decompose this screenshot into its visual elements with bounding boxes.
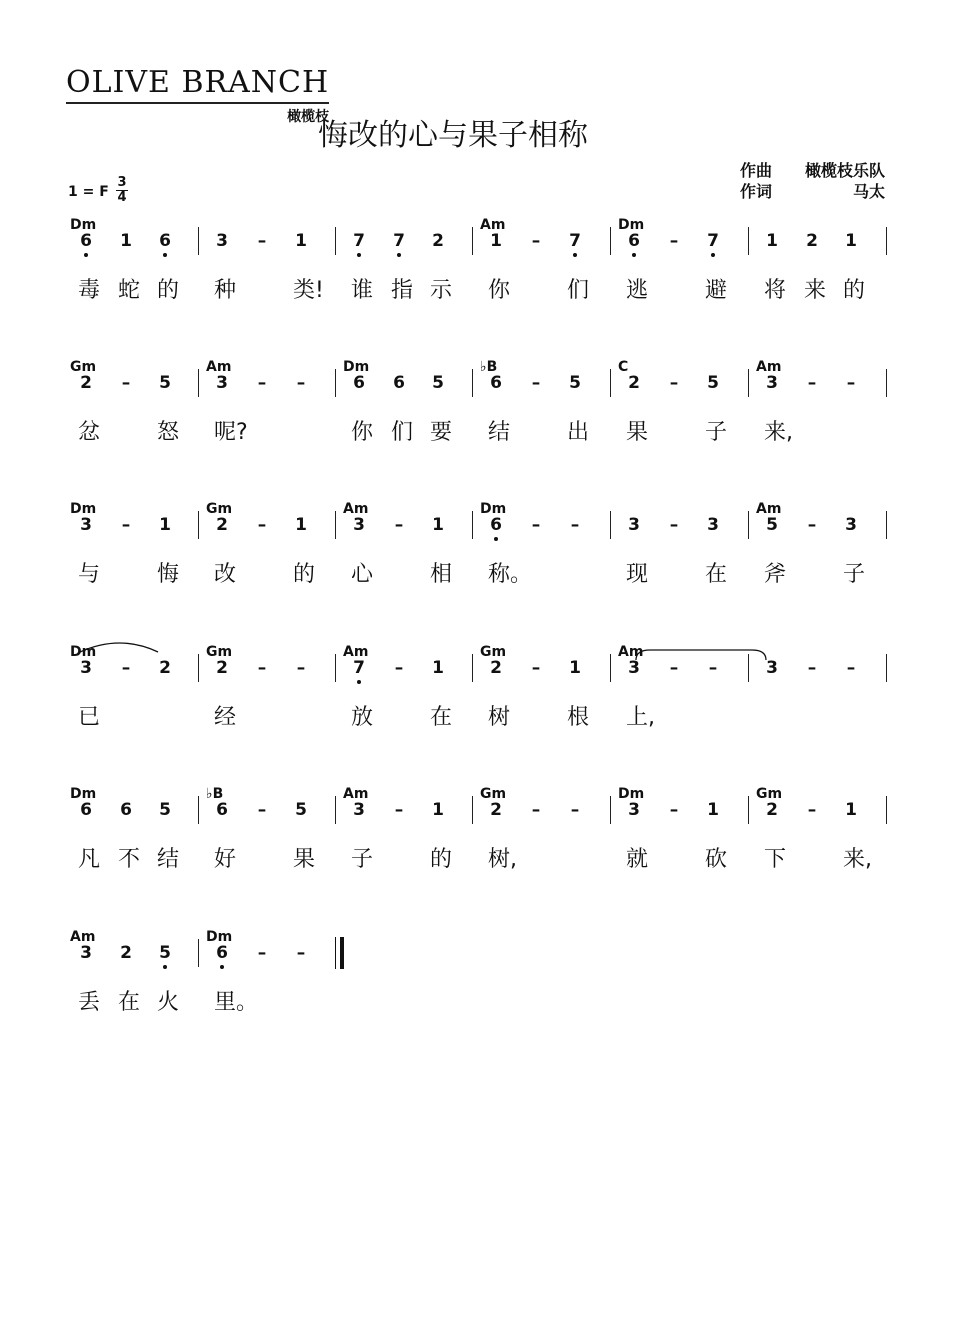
lyric-char: 怒 [157, 420, 180, 445]
jianpu-note: 6 [216, 800, 228, 820]
jianpu-note: – [669, 373, 679, 393]
jianpu-note: – [394, 658, 404, 678]
jianpu-note: – [394, 800, 404, 820]
lyric-char: 凡 [78, 847, 101, 872]
jianpu-note: 6 [120, 800, 132, 820]
jianpu-note: – [807, 515, 817, 535]
jianpu-note: 1 [707, 800, 719, 820]
jianpu-note: 2 [490, 800, 502, 820]
jianpu-note: 3 [628, 800, 640, 820]
jianpu-note: 2 [806, 231, 818, 251]
jianpu-note: 1 [569, 658, 581, 678]
jianpu-note: 1 [490, 231, 502, 251]
jianpu-note: – [296, 373, 306, 393]
chord-symbol: Dm [343, 359, 370, 375]
tie [636, 650, 766, 660]
lyric-char: 火 [157, 990, 180, 1015]
jianpu-note: – [807, 373, 817, 393]
jianpu-note: 1 [845, 800, 857, 820]
jianpu-note: 2 [80, 373, 92, 393]
jianpu-note: – [257, 658, 267, 678]
slur [80, 643, 158, 652]
jianpu-note: 1 [120, 231, 132, 251]
jianpu-note: – [296, 943, 306, 963]
jianpu-note: – [121, 658, 131, 678]
lyric-char: 果 [293, 847, 316, 872]
jianpu-note: 3 [707, 515, 719, 535]
jianpu-note: – [121, 515, 131, 535]
jianpu-note: – [807, 658, 817, 678]
jianpu-note: 3 [80, 658, 92, 678]
jianpu-note: 3 [628, 658, 640, 678]
lyric-char: 的 [157, 278, 180, 303]
chord-symbol: Am [480, 217, 506, 233]
chord-symbol: Am [618, 644, 644, 660]
chord-symbol: Dm [618, 217, 645, 233]
lyric-char: 根 [567, 705, 590, 730]
jianpu-note: – [257, 515, 267, 535]
lyric-char: 称。 [488, 562, 533, 587]
lyric-char: 类! [293, 278, 324, 303]
lyric-char: 树, [488, 847, 517, 872]
composer-label: 作曲 [740, 161, 773, 180]
jianpu-note: 3 [216, 373, 228, 393]
lyric-char: 的 [843, 278, 866, 303]
lyric-char: 里。 [214, 990, 259, 1015]
lyric-char: 来, [843, 847, 872, 872]
jianpu-note: 2 [216, 515, 228, 535]
jianpu-note: – [296, 658, 306, 678]
lyric-char: 树 [488, 705, 511, 730]
lyric-char: 子 [351, 847, 374, 872]
lyric-char: 子 [843, 562, 866, 587]
chord-symbol: ♭B [206, 786, 224, 802]
lyric-char: 来 [804, 278, 827, 303]
jianpu-note: – [257, 800, 267, 820]
jianpu-note: 7 [351, 231, 367, 251]
lyric-char: 结 [488, 420, 511, 445]
lyric-char: 在 [705, 562, 728, 587]
chord-symbol: Am [343, 501, 369, 517]
lyric-char: 的 [430, 847, 453, 872]
lyric-char: 果 [626, 420, 649, 445]
jianpu-note: 3 [628, 515, 640, 535]
jianpu-note: 3 [80, 943, 92, 963]
jianpu-note: 5 [766, 515, 778, 535]
jianpu-note: – [570, 800, 580, 820]
chord-symbol: Am [70, 929, 96, 945]
lyric-char: 斧 [764, 562, 787, 587]
jianpu-note: 2 [120, 943, 132, 963]
chord-symbol: Am [756, 501, 782, 517]
jianpu-note: 5 [159, 800, 171, 820]
lyric-char: 来, [764, 420, 793, 445]
jianpu-note: 5 [295, 800, 307, 820]
chord-symbol: Dm [70, 217, 97, 233]
jianpu-note: – [257, 231, 267, 251]
jianpu-note: – [531, 658, 541, 678]
jianpu-note: – [531, 231, 541, 251]
jianpu-note: 2 [159, 658, 171, 678]
lyric-char: 们 [391, 420, 414, 445]
jianpu-note: 6 [214, 943, 230, 963]
lyric-char: 出 [567, 420, 590, 445]
jianpu-note: 2 [216, 658, 228, 678]
key-label: 1 = F [68, 184, 109, 200]
lyric-char: 已 [78, 705, 101, 730]
chord-symbol: Am [343, 786, 369, 802]
lyric-char: 呢? [214, 420, 248, 445]
jianpu-note: 5 [159, 373, 171, 393]
jianpu-note: 1 [295, 515, 307, 535]
lyric-char: 现 [626, 562, 649, 587]
lyric-char: 在 [118, 990, 141, 1015]
lyric-char: 相 [430, 562, 453, 587]
chord-symbol: Am [206, 359, 232, 375]
chord-symbol: Dm [480, 501, 507, 517]
lyric-char: 下 [764, 847, 787, 872]
jianpu-note: 5 [432, 373, 444, 393]
lyricist-label: 作词 [740, 182, 773, 201]
jianpu-note: 3 [80, 515, 92, 535]
jianpu-note: 6 [490, 373, 502, 393]
jianpu-note: 7 [351, 658, 367, 678]
lyric-char: 避 [705, 278, 728, 303]
lyric-char: 放 [351, 705, 374, 730]
lyric-char: 改 [214, 562, 237, 587]
jianpu-note: 3 [766, 373, 778, 393]
lyric-char: 你 [351, 420, 374, 445]
lyric-char: 经 [214, 705, 237, 730]
jianpu-note: 2 [766, 800, 778, 820]
lyric-char: 忿 [78, 420, 101, 445]
chord-symbol: Gm [206, 501, 233, 517]
lyric-char: 指 [391, 278, 414, 303]
lyric-char: 悔 [157, 562, 180, 587]
jianpu-note: – [121, 373, 131, 393]
lyric-char: 要 [430, 420, 453, 445]
jianpu-note: – [669, 800, 679, 820]
lyric-char: 在 [430, 705, 453, 730]
jianpu-note: 1 [432, 515, 444, 535]
jianpu-note: 1 [159, 515, 171, 535]
chord-symbol: Gm [480, 786, 507, 802]
chord-symbol: ♭B [480, 359, 498, 375]
jianpu-note: – [531, 373, 541, 393]
chord-symbol: Dm [206, 929, 233, 945]
chord-symbol: Gm [206, 644, 233, 660]
jianpu-note: 3 [353, 800, 365, 820]
jianpu-note: 1 [766, 231, 778, 251]
jianpu-note: 5 [157, 943, 173, 963]
chord-symbol: Am [343, 644, 369, 660]
time-top: 3 [117, 175, 127, 190]
jianpu-note: – [807, 800, 817, 820]
chord-symbol: Gm [480, 644, 507, 660]
lyric-char: 的 [293, 562, 316, 587]
chord-symbol: Dm [70, 644, 97, 660]
lyric-char: 示 [430, 278, 453, 303]
composer-name: 橄榄枝乐队 [804, 161, 885, 180]
chord-symbol: Dm [618, 786, 645, 802]
jianpu-note: 3 [766, 658, 778, 678]
song-title: 悔改的心与果子相称 [318, 118, 588, 153]
lyric-char: 逃 [626, 278, 649, 303]
lyric-char: 就 [626, 847, 649, 872]
chord-symbol: Am [756, 359, 782, 375]
lyric-char: 谁 [351, 278, 374, 303]
lyric-char: 好 [214, 847, 237, 872]
jianpu-note: 2 [490, 658, 502, 678]
lyric-char: 结 [157, 847, 180, 872]
jianpu-note: – [846, 373, 856, 393]
lyric-char: 们 [567, 278, 590, 303]
lyric-char: 丢 [78, 990, 101, 1015]
chord-symbol: Dm [70, 786, 97, 802]
jianpu-note: – [531, 800, 541, 820]
jianpu-note: – [394, 515, 404, 535]
jianpu-note: 1 [432, 658, 444, 678]
chord-symbol: Gm [70, 359, 97, 375]
jianpu-note: – [531, 515, 541, 535]
jianpu-note: 6 [626, 231, 642, 251]
jianpu-note: – [846, 658, 856, 678]
jianpu-note: – [257, 373, 267, 393]
jianpu-note: – [669, 231, 679, 251]
chord-symbol: Dm [70, 501, 97, 517]
lyric-char: 与 [78, 562, 101, 587]
jianpu-note: 2 [432, 231, 444, 251]
time-bottom: 4 [117, 190, 127, 205]
jianpu-note: 6 [78, 231, 94, 251]
lyric-char: 毒 [78, 278, 101, 303]
lyricist-name: 马太 [852, 182, 885, 201]
jianpu-note: 7 [705, 231, 721, 251]
jianpu-note: 3 [353, 515, 365, 535]
lyric-char: 种 [214, 278, 237, 303]
jianpu-note: 3 [845, 515, 857, 535]
lyric-char: 上, [626, 705, 655, 730]
jianpu-note: 1 [295, 231, 307, 251]
jianpu-note: 1 [432, 800, 444, 820]
jianpu-note: 6 [393, 373, 405, 393]
jianpu-note: 6 [353, 373, 365, 393]
jianpu-note: 5 [569, 373, 581, 393]
chord-symbol: C [618, 359, 629, 375]
brand-name: OLIVE BRANCH [66, 66, 329, 104]
lyric-char: 子 [705, 420, 728, 445]
jianpu-note: 6 [80, 800, 92, 820]
jianpu-note: 6 [157, 231, 173, 251]
jianpu-note: – [669, 515, 679, 535]
lyric-char: 蛇 [118, 278, 141, 303]
jianpu-note: 2 [628, 373, 640, 393]
brand-subtitle: 橄榄枝 [287, 109, 330, 125]
lyric-char: 不 [118, 847, 141, 872]
jianpu-note: – [669, 658, 679, 678]
jianpu-note: 7 [391, 231, 407, 251]
jianpu-note: 1 [845, 231, 857, 251]
jianpu-note: 5 [707, 373, 719, 393]
chord-symbol: Gm [756, 786, 783, 802]
jianpu-note: – [570, 515, 580, 535]
jianpu-note: 7 [567, 231, 583, 251]
lyric-char: 将 [764, 278, 787, 303]
lyric-char: 砍 [705, 847, 728, 872]
jianpu-note: – [257, 943, 267, 963]
jianpu-note: – [708, 658, 718, 678]
lyric-char: 你 [488, 278, 511, 303]
jianpu-note: 3 [216, 231, 228, 251]
lyric-char: 心 [351, 562, 374, 587]
jianpu-note: 6 [488, 515, 504, 535]
